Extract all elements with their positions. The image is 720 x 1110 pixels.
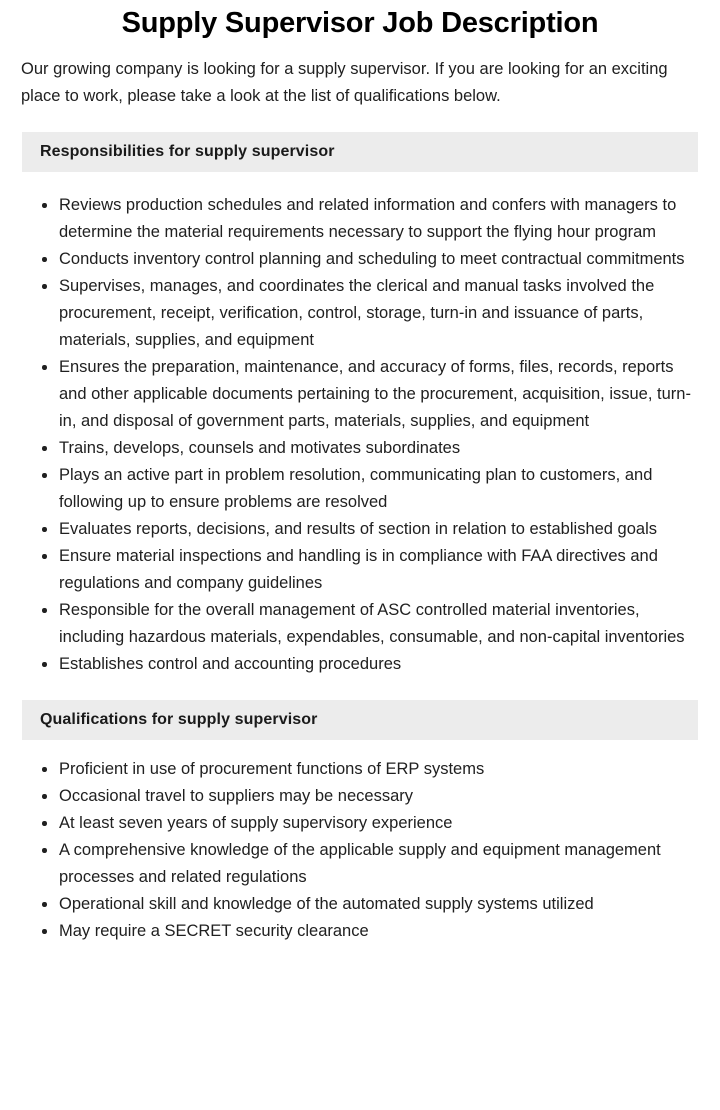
list-item: Responsible for the overall management of ASC controlled material inventories, including hazardous materials, expendables, consumable, and non-capital inventories <box>0 597 720 651</box>
list-item: Ensure material inspections and handling is in compliance with FAA directives and regulations and company guidelines <box>0 543 720 597</box>
list-item: Ensures the preparation, maintenance, and accuracy of forms, files, records, reports and other applicable documents pertaining to the procurement, acquisition, issue, turn-in, and disposal of government parts, materials, supplies, and equipment <box>0 354 720 435</box>
list-item: Trains, develops, counsels and motivates subordinates <box>0 435 720 462</box>
list-item: May require a SECRET security clearance <box>0 918 720 945</box>
list-item: Proficient in use of procurement functions of ERP systems <box>0 756 720 783</box>
section-responsibilities <box>0 132 720 678</box>
responsibilities-list-wrapper <box>0 172 720 678</box>
list-item: At least seven years of supply supervisory experience <box>0 810 720 837</box>
list-item: Occasional travel to suppliers may be necessary <box>0 783 720 810</box>
section-qualifications <box>0 700 720 945</box>
intro-paragraph: Our growing company is looking for a supply supervisor. If you are looking for an exciting place to work, please take a look at the list of qualifications below. <box>21 60 668 105</box>
list-item: Operational skill and knowledge of the automated supply systems utilized <box>0 891 720 918</box>
section-header-responsibilities <box>22 132 698 172</box>
section-header-qualifications <box>22 700 698 740</box>
list-item: Establishes control and accounting procedures <box>0 651 720 678</box>
list-item: A comprehensive knowledge of the applicable supply and equipment management processes and related regulations <box>0 837 720 891</box>
section-heading-label: Qualifications for supply supervisor <box>40 711 318 728</box>
section-heading-label: Responsibilities for supply supervisor <box>40 143 335 160</box>
list-item: Plays an active part in problem resolution, communicating plan to customers, and following up to ensure problems are resolved <box>0 462 720 516</box>
page-title: Supply Supervisor Job Description <box>121 7 599 39</box>
qualifications-list <box>0 756 720 945</box>
list-item: Reviews production schedules and related information and confers with managers to determine the material requirements necessary to support the flying hour program <box>0 192 720 246</box>
list-item: Conducts inventory control planning and scheduling to meet contractual commitments <box>0 246 720 273</box>
list-item: Evaluates reports, decisions, and results of section in relation to established goals <box>0 516 720 543</box>
list-item: Supervises, manages, and coordinates the clerical and manual tasks involved the procurement, receipt, verification, control, storage, turn-in and issuance of parts, materials, supplies, and equipment <box>0 273 720 354</box>
responsibilities-list <box>0 192 720 678</box>
qualifications-list-wrapper <box>0 740 720 945</box>
